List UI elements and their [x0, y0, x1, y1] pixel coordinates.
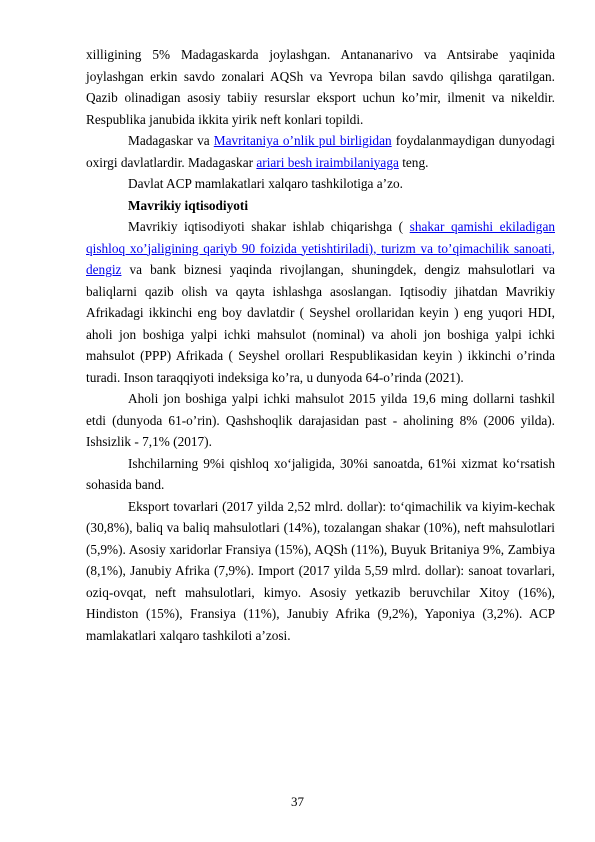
paragraph-trade: Eksport tovarlari (2017 yilda 2,52 mlrd. dollar): to‘qimachilik va kiyim-kechak (30,8%), baliq va baliq mahsulotlari (14%), tozalangan shakar (10%), neft mahsulotlari (5,9%). Asosiy xaridorlar Fransiya (15%), AQSh (11%), Buyuk Britaniya 9%, Zambiya (8,1%), Janubiy Afrika (7,9%). Import (2017 yilda 5,59 mlrd. dollar): sanoat tovarlari, oziq-ovqat, neft mahsulotlari, kimyo. Asosiy yetkazib beruvchilar Xitoy (16%), Hindiston (15%), Fransiya (11%), Janubiy Afrika (9,2%), Yaponiya (3,2%). ACP mamlakatlari xalqaro tashkiloti a’zosi.	[86, 498, 555, 643]
link-mauritania-currency[interactable]: Mavritaniya o’nlik pul birligidan	[213, 133, 392, 148]
page-number: 37	[291, 794, 304, 809]
link-ariary-iraimbilanja[interactable]: ariari besh iraimbilaniyaga	[256, 154, 399, 170]
paragraph-text: foydalanmaydigan dunyodagi oxirgi davlatlardir. Madagaskar	[86, 133, 555, 170]
document-page	[86, 44, 555, 646]
section-heading-mauritius-economy: Mavrikiy iqtisodiyoti	[128, 197, 249, 213]
paragraph-text: Mavrikiy iqtisodiyoti shakar ishlab chiqarishga (	[128, 219, 410, 234]
paragraph-text: Madagaskar va	[128, 133, 214, 148]
paragraph-text: va bank biznesi yaqinda rivojlangan, shuningdek, dengiz mahsulotlari va baliqlarni qazib olish va qayta ishlashga asoslangan. Iqtisodiy jihatdan Mavrikiy Afrikadagi ikkinchi eng boy davlatdir ( Seyshel orollaridan keyin ) eng yuqori HDI, aholi jon boshiga yalpi ichki mahsulot (nominal) va aholi jon boshiga yalpi ichki mahsulot (PPP) Afrikada ( Seyshel orollari Respublikasidan keyin ) ikkinchi o’rinda turadi. Inson taraqqiyoti indeksiga ko’ra, u dunyoda 64-o’rinda (2021).	[86, 262, 555, 385]
paragraph-gdp-per-capita: Aholi jon boshiga yalpi ichki mahsulot 2015 yilda 19,6 ming dollarni tashkil etdi (dunyoda 61-o’rin). Qashshoqlik darajasidan past - aholining 8% (2006 yilda). Ishsizlik - 7,1% (2017).	[86, 391, 555, 449]
paragraph-madagascar-economy: xilligining 5% Madagaskarda joylashgan. Antananarivo va Antsirabe yaqinida joylashgan erkin savdo zonalari AQSh va Yevropa bilan savdo qilishga qaratilgan. Qazib olinadigan asosiy tabiiy resurslar eksport uchun ko’mir, ilmenit va nikeldir. Respublika janubida ikkita yirik neft konlari topildi.	[86, 47, 555, 127]
paragraph-employment: Ishchilarning 9%i qishloq xo‘jaligida, 30%i sanoatda, 61%i xizmat ko‘rsatish sohasida band.	[86, 455, 555, 492]
paragraph-mauritius-economy	[86, 216, 555, 388]
link-sugar-cane[interactable]: shakar qamishi ekiladigan qishloq xo’jaligining qariyb 90 foizida yetishtiriladi), turizm va to’qimachilik sanoati, dengiz	[86, 219, 555, 277]
paragraph-madagascar-currency	[86, 130, 555, 173]
paragraph-text: teng.	[398, 154, 429, 170]
paragraph-acp-membership: Davlat ACP mamlakatlari xalqaro tashkilotiga a’zo.	[128, 176, 403, 191]
